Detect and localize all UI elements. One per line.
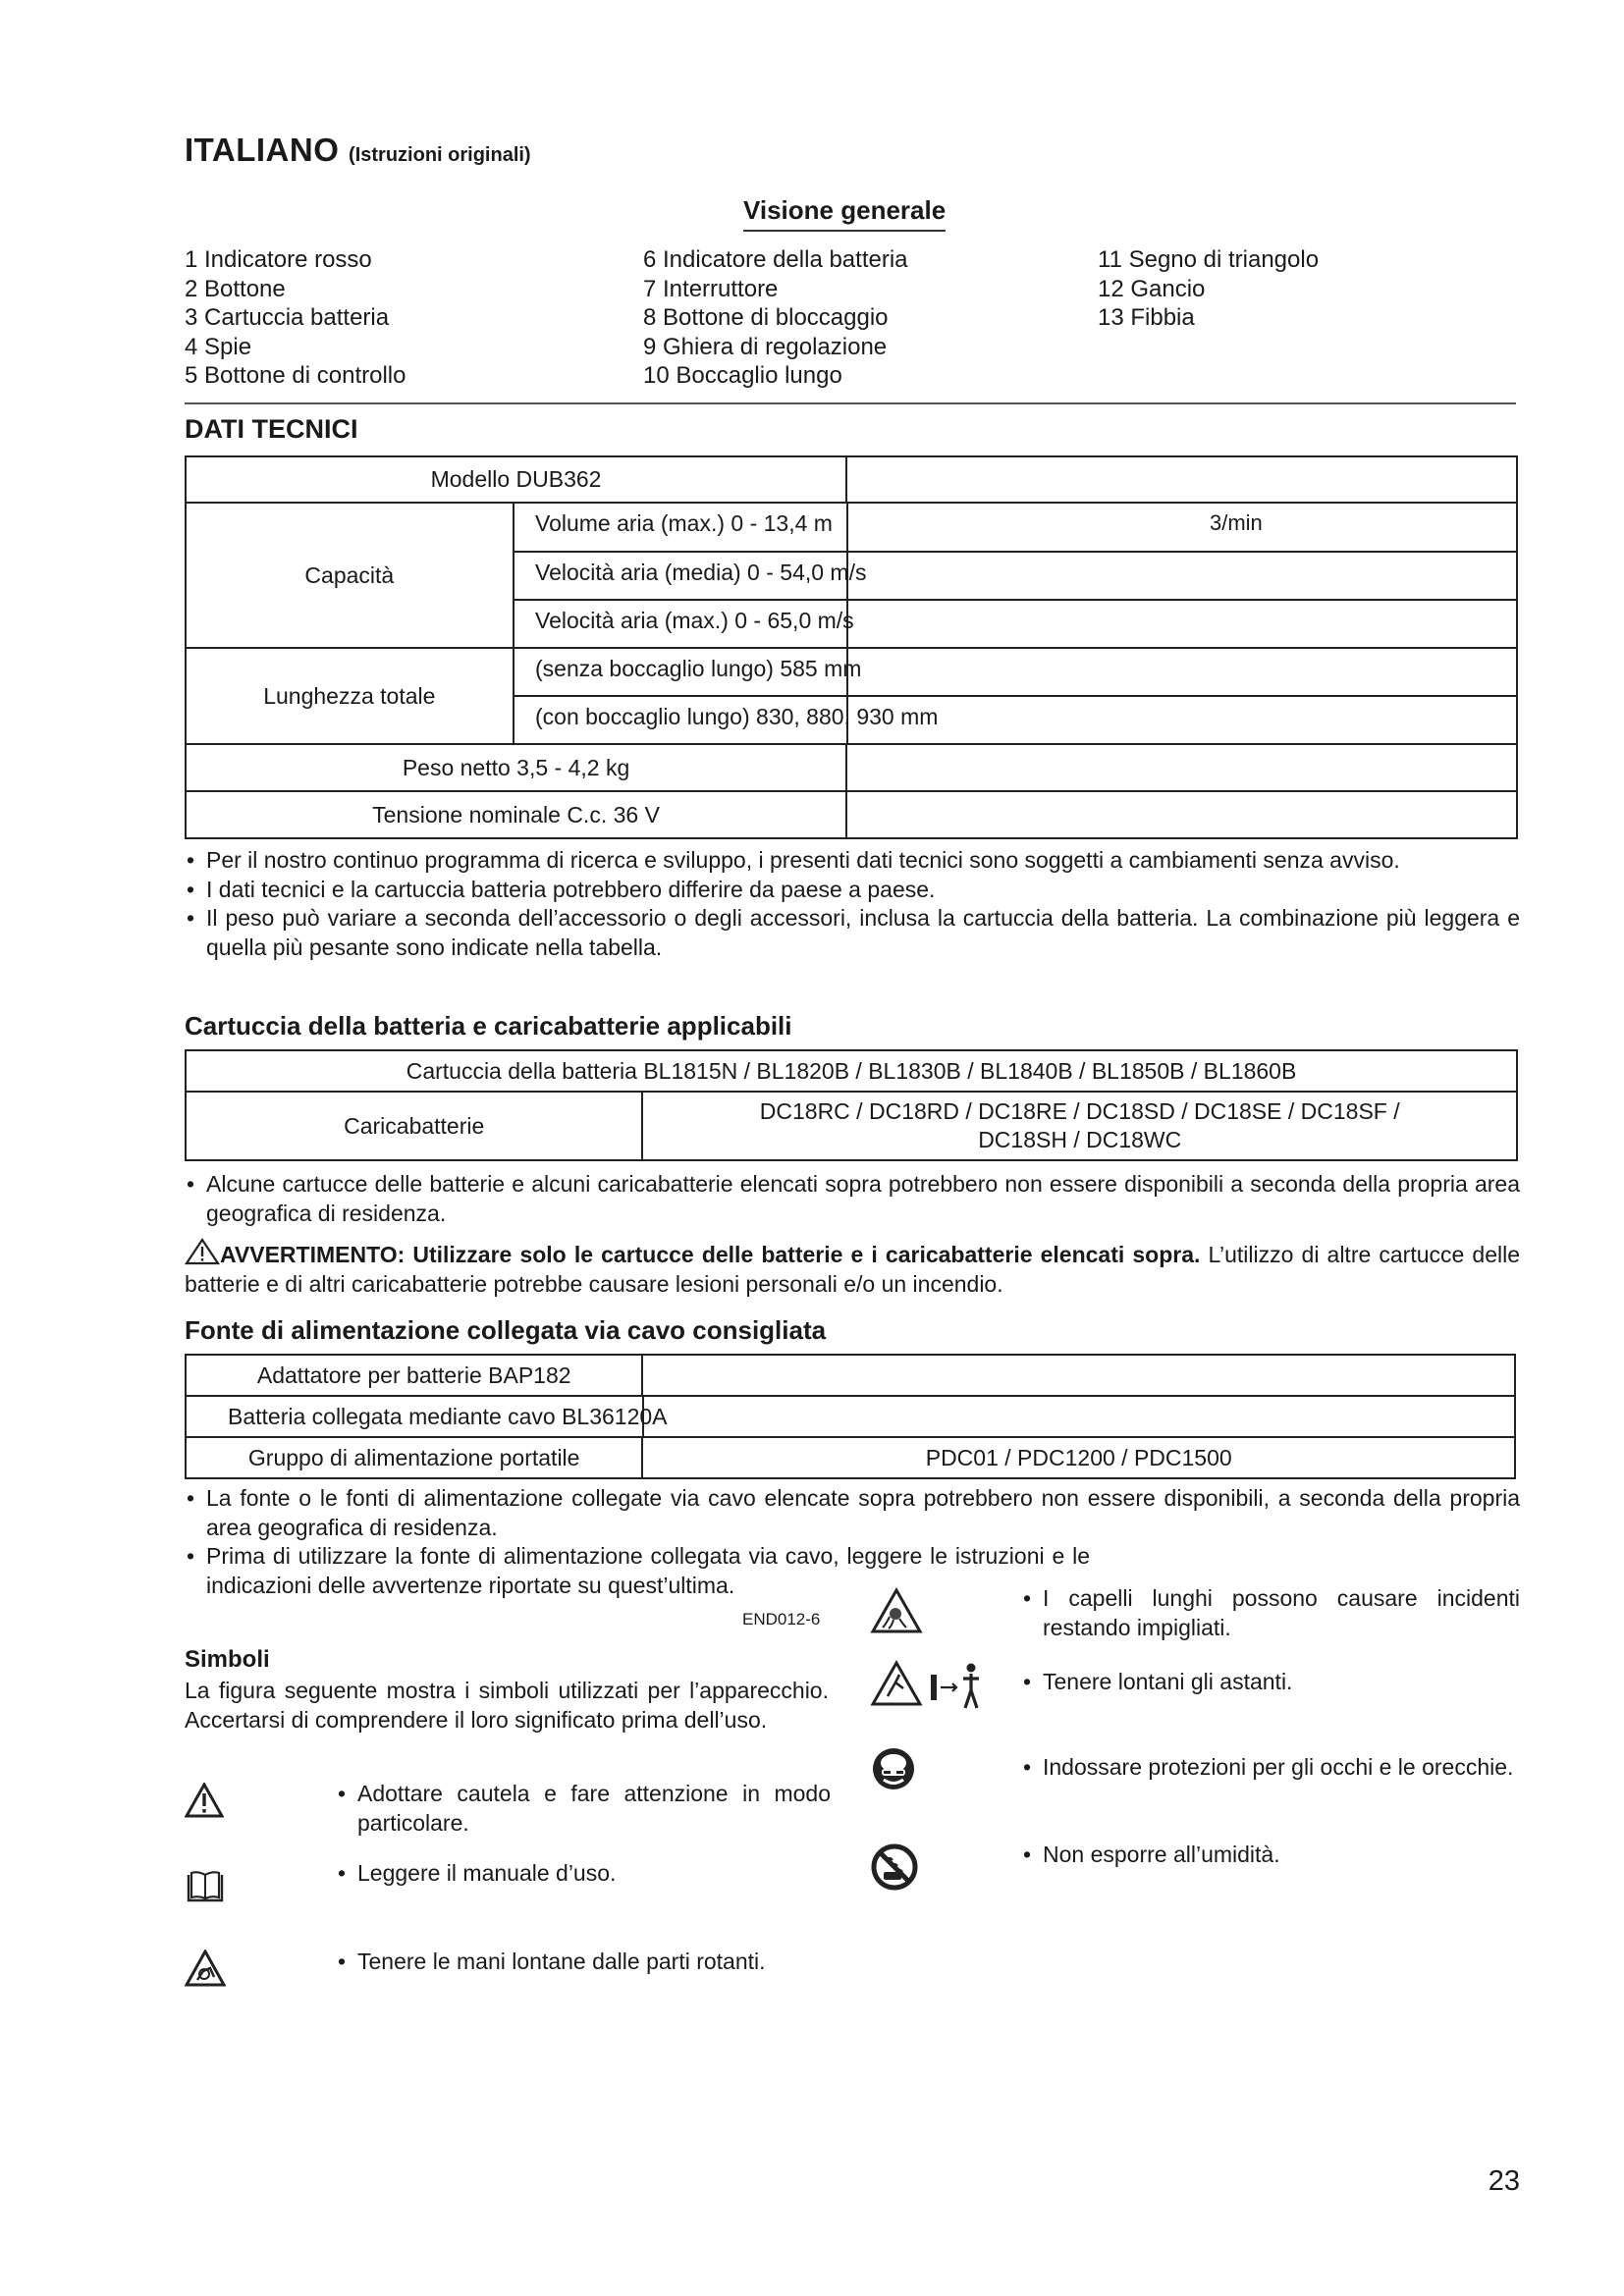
symbol-desc: • Tenere le mani lontane dalle parti rotanti.	[336, 1947, 831, 1976]
warning-text: L’utilizzo di altre cartucce delle batterie e di altri caricabatterie potrebbe causare lesioni personali e/o un incendio.	[185, 1242, 1520, 1297]
power-adapter: Adattatore per batterie BAP182	[186, 1355, 642, 1396]
symbols-heading: Simboli	[185, 1646, 270, 1673]
spec-blank	[846, 456, 1517, 503]
symbol-desc: • I capelli lunghi possono causare incidenti restando impigliati.	[1021, 1583, 1520, 1642]
overview-item: 6 Indicatore della batteria	[643, 246, 908, 273]
overview-item: 1 Indicatore rosso	[185, 246, 372, 273]
power-portable-value: PDC01 / PDC1200 / PDC1500	[642, 1437, 1515, 1478]
power-note: • La fonte o le fonti di alimentazione collegate via cavo elencate sopra potrebbero non essere disponibili, a seconda della propria area geografica di residenza.	[185, 1484, 1520, 1542]
overview-item: 5 Bottone di controllo	[185, 362, 406, 389]
warning-paragraph	[185, 1238, 1520, 1299]
page-number: 23	[1488, 2165, 1520, 2197]
overview-column-1	[185, 245, 406, 391]
spec-air-speed-avg: Velocità aria (media) 0 - 54,0 m/s	[535, 560, 867, 585]
charger-label: Caricabatterie	[186, 1092, 642, 1160]
overview-item: 4 Spie	[185, 333, 252, 360]
spec-length-without: (senza boccaglio lungo) 585 mm	[535, 656, 862, 681]
charger-values-line: DC18RC / DC18RD / DC18RE / DC18SD / DC18SE / DC18SF /	[759, 1098, 1400, 1124]
warning-bold: AVVERTIMENTO: Utilizzare solo le cartucce delle batterie e i caricabatterie elencati sopra.	[220, 1242, 1201, 1267]
symbol-desc: • Indossare protezioni per gli occhi e le orecchie.	[1021, 1752, 1520, 1782]
symbol-moisture-text	[1021, 1840, 1520, 1869]
spec-air-speed-max: Velocità aria (max.) 0 - 65,0 m/s	[535, 608, 854, 633]
symbol-protection-text	[1021, 1752, 1520, 1782]
symbol-hair-text	[1021, 1583, 1520, 1642]
language-subtitle: (Istruzioni originali)	[349, 144, 531, 166]
spec-note: • I dati tecnici e la cartuccia batteria potrebbero differire da paese a paese.	[185, 876, 1520, 905]
eye-ear-protection-icon	[870, 1745, 917, 1792]
rotating-parts-icon	[185, 1949, 226, 1987]
battery-table	[185, 1049, 1518, 1161]
overview-item: 13 Fibbia	[1098, 304, 1195, 331]
overview-item: 3 Cartuccia batteria	[185, 304, 390, 331]
battery-note: • Alcune cartucce delle batterie e alcuni caricabatterie elencati sopra potrebbero non essere disponibili a seconda della propria area geografica di residenza.	[185, 1170, 1520, 1228]
spec-length-with: (con boccaglio lungo) 830, 880, 930 mm	[535, 704, 939, 729]
symbol-bystanders-text	[1021, 1667, 1520, 1696]
overview-column-3	[1098, 245, 1319, 333]
power-cable-battery: Batteria collegata mediante cavo BL36120A	[228, 1404, 668, 1429]
symbols-intro: La figura seguente mostra i simboli utilizzati per l’apparecchio. Accertarsi di comprendere il loro significato prima dell’uso.	[185, 1678, 829, 1733]
keep-bystanders-away-icon	[870, 1659, 990, 1712]
spec-capacity-label: Capacità	[186, 503, 514, 648]
overview-item: 9 Ghiera di regolazione	[643, 333, 888, 360]
symbol-desc: • Leggere il manuale d’uso.	[336, 1858, 831, 1888]
spec-air-volume: Volume aria (max.) 0 - 13,4 m	[535, 510, 833, 536]
caution-icon	[185, 1783, 224, 1818]
long-hair-hazard-icon	[870, 1587, 923, 1634]
overview-item: 7 Interruttore	[643, 275, 779, 302]
spec-model: Modello DUB362	[186, 456, 846, 503]
language-title: ITALIANO	[185, 132, 340, 168]
symbol-caution-text	[336, 1779, 831, 1838]
no-moisture-icon	[870, 1842, 919, 1892]
symbol-rotating-text	[336, 1947, 831, 1976]
read-manual-icon	[185, 1869, 226, 1904]
spec-air-volume-unit: 3/min	[1210, 510, 1263, 535]
power-heading: Fonte di alimentazione collegata via cavo consigliata	[185, 1315, 827, 1345]
symbol-desc: • Tenere lontani gli astanti.	[1021, 1667, 1520, 1696]
overview-column-2	[643, 245, 908, 391]
battery-notes	[185, 1170, 1520, 1228]
spec-length-label: Lunghezza totale	[186, 648, 514, 744]
overview-item: 8 Bottone di bloccaggio	[643, 304, 889, 331]
overview-item: 10 Boccaglio lungo	[643, 362, 842, 389]
power-blank	[642, 1355, 1515, 1396]
overview-heading: Visione generale	[743, 195, 946, 232]
overview-item: 12 Gancio	[1098, 275, 1206, 302]
battery-heading: Cartuccia della batteria e caricabatterie applicabili	[185, 1011, 792, 1041]
spec-note: • Per il nostro continuo programma di ricerca e sviluppo, i presenti dati tecnici sono soggetti a cambiamenti senza avviso.	[185, 846, 1520, 876]
specs-table	[185, 455, 1518, 839]
warning-triangle-icon	[185, 1238, 220, 1265]
page-title	[185, 132, 531, 169]
spec-weight: Peso netto 3,5 - 4,2 kg	[186, 744, 846, 791]
document-code: END012-6	[742, 1610, 821, 1629]
spec-blank	[846, 744, 1517, 791]
power-portable-label: Gruppo di alimentazione portatile	[186, 1437, 642, 1478]
symbol-manual-text	[336, 1858, 831, 1888]
spec-voltage: Tensione nominale C.c. 36 V	[186, 791, 846, 838]
symbol-desc: • Adottare cautela e fare attenzione in modo particolare.	[336, 1779, 831, 1838]
power-note: • Prima di utilizzare la fonte di alimentazione collegata via cavo, leggere le istruzioni e le indicazioni delle avvertenze riportate su quest’ultima.	[185, 1542, 1090, 1600]
symbol-desc: • Non esporre all’umidità.	[1021, 1840, 1520, 1869]
spec-blank	[846, 791, 1517, 838]
charger-values	[642, 1092, 1517, 1160]
spec-note: • Il peso può variare a seconda dell’accessorio o degli accessori, inclusa la cartuccia della batteria. La combinazione più leggera e quella più pesante sono indicate nella tabella.	[185, 904, 1520, 962]
overview-item: 2 Bottone	[185, 275, 286, 302]
charger-values-line: DC18SH / DC18WC	[978, 1127, 1182, 1152]
specs-notes	[185, 846, 1520, 962]
specs-heading: DATI TECNICI	[185, 414, 358, 444]
overview-item: 11 Segno di triangolo	[1098, 246, 1320, 273]
battery-cartridge-row: Cartuccia della batteria BL1815N / BL1820B / BL1830B / BL1840B / BL1850B / BL1860B	[186, 1050, 1517, 1092]
section-divider	[185, 402, 1516, 404]
